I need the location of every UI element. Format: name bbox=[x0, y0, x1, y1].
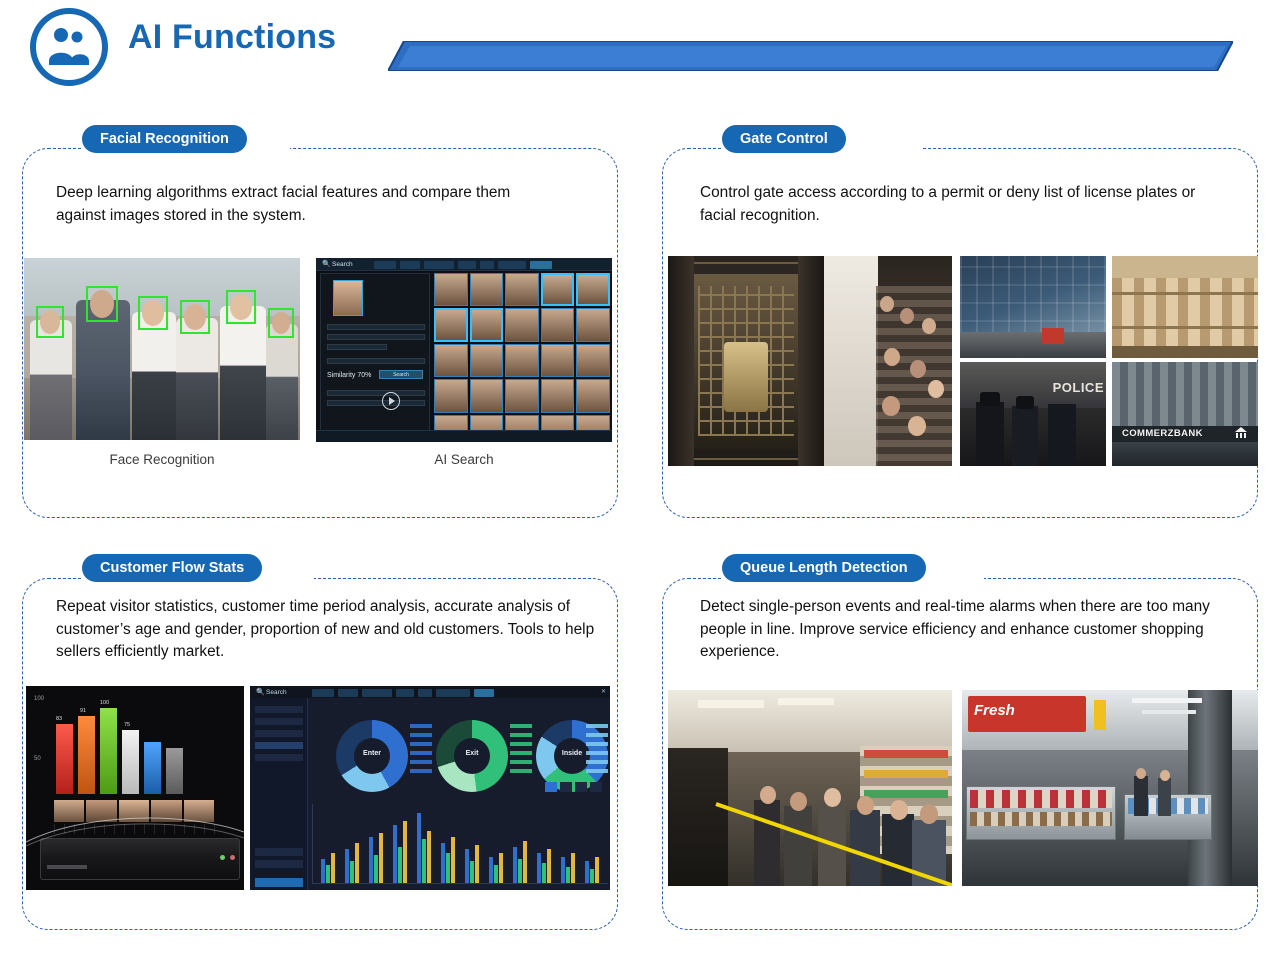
page-title: AI Functions bbox=[128, 18, 337, 56]
chart-ytick-top: 100 bbox=[34, 696, 45, 702]
banner-arrow-shape bbox=[388, 41, 1233, 71]
result-thumbnail[interactable] bbox=[505, 308, 539, 341]
donut-chart-enter bbox=[336, 720, 408, 792]
ornate-gate-photo bbox=[668, 256, 824, 466]
result-thumbnail[interactable] bbox=[434, 273, 468, 306]
panel-label-facial-recognition: Facial Recognition bbox=[82, 125, 247, 153]
list-icon[interactable] bbox=[590, 782, 602, 792]
result-thumbnail[interactable] bbox=[576, 344, 610, 377]
people-circle-icon-svg bbox=[43, 21, 95, 73]
face-detection-box bbox=[36, 306, 64, 338]
dashboard-toolbar: 🔍 Search ✕ bbox=[250, 686, 610, 698]
ai-search-statusbar bbox=[316, 430, 612, 442]
panel-label-queue-length-detection: Queue Length Detection bbox=[722, 554, 926, 582]
result-thumbnail[interactable] bbox=[434, 308, 468, 341]
police-officers-photo bbox=[960, 362, 1106, 466]
play-icon[interactable] bbox=[382, 392, 400, 410]
ai-search-screenshot bbox=[316, 258, 612, 442]
bar-value-label: 91 bbox=[80, 708, 87, 714]
decorative-swoosh bbox=[26, 806, 244, 846]
panel-label-gate-control: Gate Control bbox=[722, 125, 846, 153]
result-thumbnail[interactable] bbox=[505, 379, 539, 412]
police-sign-text: POLICE bbox=[1052, 380, 1104, 395]
bar-value-label: 83 bbox=[56, 716, 63, 722]
result-thumbnail[interactable] bbox=[541, 344, 575, 377]
result-thumbnail[interactable] bbox=[505, 273, 539, 306]
result-thumbnail[interactable] bbox=[541, 273, 575, 306]
face-detection-box bbox=[226, 290, 256, 324]
crowd-stairs-photo bbox=[824, 256, 952, 466]
donut-label-enter: Enter bbox=[363, 750, 381, 757]
checkout-queue-photo bbox=[668, 690, 952, 886]
face-detection-box bbox=[138, 296, 168, 330]
result-thumbnail[interactable] bbox=[576, 379, 610, 412]
panel-text-facial-recognition: Deep learning algorithms extract facial features and compare them against images stored in the system. bbox=[56, 184, 511, 224]
grid-icon[interactable] bbox=[575, 782, 587, 792]
result-thumbnail[interactable] bbox=[470, 273, 504, 306]
ai-search-toolbar: 🔍 Search bbox=[316, 258, 612, 271]
bar-value-label: 100 bbox=[100, 700, 110, 706]
bar-value-label: 75 bbox=[124, 722, 131, 728]
result-thumbnail[interactable] bbox=[470, 308, 504, 341]
ai-search-label: Search bbox=[332, 260, 353, 268]
ai-search-results-grid bbox=[434, 273, 610, 442]
result-thumbnail[interactable] bbox=[434, 344, 468, 377]
result-thumbnail[interactable] bbox=[541, 379, 575, 412]
reference-face-thumbnail bbox=[333, 280, 363, 316]
face-recognition-screenshot bbox=[24, 258, 300, 440]
caption-ai-search: AI Search bbox=[434, 452, 494, 467]
export-icon[interactable] bbox=[545, 782, 557, 792]
face-detection-box bbox=[86, 286, 118, 322]
fresh-sign-text: Fresh bbox=[974, 702, 1015, 719]
result-thumbnail[interactable] bbox=[541, 308, 575, 341]
chart-ytick-mid: 50 bbox=[34, 756, 41, 762]
face-detection-box bbox=[268, 308, 294, 338]
result-thumbnail[interactable] bbox=[576, 308, 610, 341]
caption-face-recognition: Face Recognition bbox=[109, 452, 215, 467]
nvr-bar-chart-photo bbox=[26, 686, 244, 890]
panel-text-customer-flow-stats: Repeat visitor statistics, customer time period analysis, accurate analysis of customer’s age and gender, proportion of new and old customers. Tools to help sellers efficiently market. bbox=[56, 598, 595, 661]
donut-chart-exit bbox=[436, 720, 508, 792]
commerzbank-building-photo bbox=[1112, 362, 1258, 466]
donut-label-inside: Inside bbox=[561, 750, 583, 757]
similarity-value: Similarity 70% bbox=[327, 372, 372, 379]
result-thumbnail[interactable] bbox=[470, 344, 504, 377]
panel-text-gate-control: Control gate access according to a permit or deny list of license plates or facial recognition. bbox=[700, 184, 1196, 224]
header bbox=[0, 0, 1280, 100]
print-icon[interactable] bbox=[560, 782, 572, 792]
ai-search-side-panel bbox=[320, 273, 430, 438]
supermarket-aisle-photo bbox=[962, 690, 1258, 886]
dashboard-search-label: Search bbox=[266, 688, 287, 696]
result-thumbnail[interactable] bbox=[434, 379, 468, 412]
glass-building-photo bbox=[960, 256, 1106, 358]
commerzbank-sign-text: COMMERZBANK bbox=[1122, 428, 1203, 439]
donut-label-exit: Exit bbox=[465, 750, 479, 757]
people-circle-icon bbox=[30, 8, 108, 86]
panel-text-queue-length-detection: Detect single-person events and real-time alarms when there are too many people in line. Improve service efficiency and enhance customer shopping experience. bbox=[700, 598, 1210, 661]
classical-building-photo bbox=[1112, 256, 1258, 358]
bank-logo-icon bbox=[1234, 426, 1248, 440]
result-thumbnail[interactable] bbox=[505, 344, 539, 377]
face-detection-box bbox=[180, 300, 210, 334]
panel-label-customer-flow-stats: Customer Flow Stats bbox=[82, 554, 262, 582]
customer-flow-dashboard-screenshot bbox=[250, 686, 610, 890]
result-thumbnail[interactable] bbox=[576, 273, 610, 306]
result-thumbnail[interactable] bbox=[470, 379, 504, 412]
ai-search-button[interactable]: Search bbox=[379, 370, 423, 379]
